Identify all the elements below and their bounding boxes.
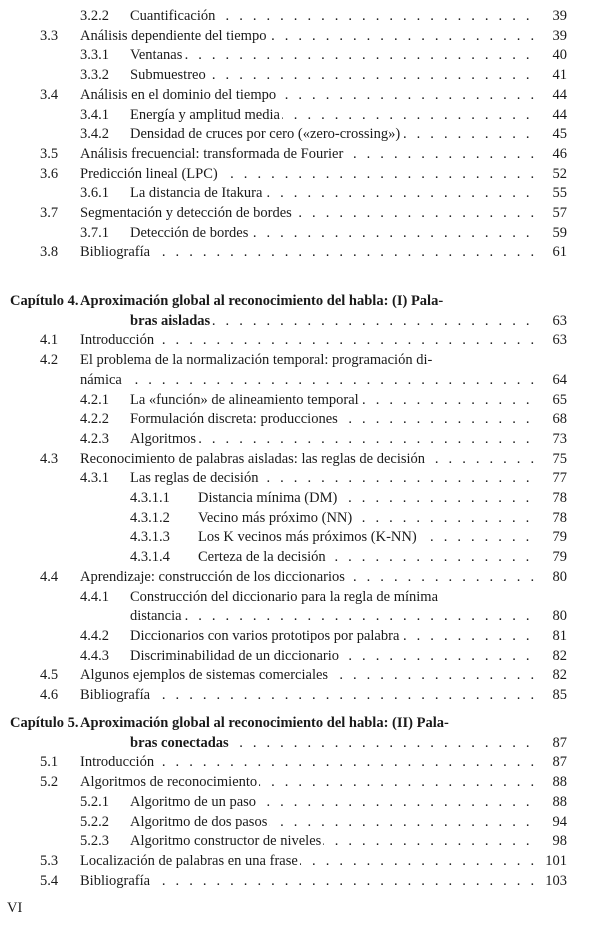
toc-entry-title: La «función» de alineamiento temporal xyxy=(130,391,359,408)
toc-entry-page: 44 xyxy=(552,106,567,123)
toc-entry xyxy=(0,431,600,451)
toc-entry xyxy=(0,28,600,48)
toc-entry-page: 80 xyxy=(552,608,567,625)
toc-entry-title: Ventanas xyxy=(130,47,183,64)
chapter-page: 63 xyxy=(552,312,567,329)
toc-entry xyxy=(0,853,600,873)
toc-entry-title: Análisis en el dominio del tiempo xyxy=(80,86,277,103)
toc-entry-title: Energía y amplitud media xyxy=(130,106,280,123)
toc-entry-number: 3.4.2 xyxy=(80,126,109,143)
toc-entry xyxy=(0,490,600,510)
toc-entry-title: Aprendizaje: construcción de los diccionarios xyxy=(80,568,345,585)
toc-entry-page: 65 xyxy=(552,391,567,408)
toc-entry-number: 4.4.3 xyxy=(80,647,109,664)
toc-entry-page: 78 xyxy=(552,490,567,506)
toc-entry xyxy=(0,589,600,609)
toc-entry xyxy=(0,470,600,490)
toc-entry-page: 64 xyxy=(552,371,567,388)
toc-entry xyxy=(0,205,600,225)
toc-entry-title: Introducción xyxy=(80,754,155,771)
toc-entry-number: 4.3.1.1 xyxy=(130,490,170,506)
page-folio: VI xyxy=(7,900,23,916)
toc-entry-page: 103 xyxy=(545,872,567,889)
toc-entry-page: 79 xyxy=(552,529,567,546)
toc-entry-title: Algunos ejemplos de sistemas comerciales xyxy=(80,667,329,684)
toc-entry-title: El problema de la normalización temporal: programación di- xyxy=(80,352,433,369)
toc-entry-page: 75 xyxy=(552,450,567,467)
toc-entry-title: Los K vecinos más próximos (K-NN) xyxy=(198,529,417,546)
toc-entry-page: 73 xyxy=(552,430,567,447)
toc-entry-number: 5.2.3 xyxy=(80,833,109,850)
toc-entry-page: 40 xyxy=(552,47,567,64)
toc-entry-title: Localización de palabras en una frase xyxy=(80,852,298,869)
toc-entry xyxy=(0,352,600,372)
toc-entry-page: 80 xyxy=(552,568,567,585)
toc-entry xyxy=(0,87,600,107)
toc-entry-number: 4.4 xyxy=(40,568,59,585)
toc-entry-number: 3.5 xyxy=(40,145,59,162)
toc-entry-page: 101 xyxy=(545,852,567,869)
chapter-heading xyxy=(0,293,600,313)
toc-entry-page: 88 xyxy=(552,774,567,791)
toc-entry xyxy=(0,687,600,707)
toc-entry-page: 88 xyxy=(552,793,567,810)
toc-entry-number: 4.4.2 xyxy=(80,627,109,644)
toc-entry-number: 4.3.1.2 xyxy=(130,509,170,526)
toc-entry-number: 4.2.2 xyxy=(80,411,109,428)
toc-entry-title: Densidad de cruces por cero («zero-crossing») xyxy=(130,126,401,143)
toc-entry-page: 79 xyxy=(552,549,567,566)
toc-entry-title: Diccionarios con varios prototipos por palabra xyxy=(130,627,400,644)
toc-entry-number: 5.2.1 xyxy=(80,793,109,810)
toc-entry-page: 45 xyxy=(552,126,567,143)
toc-entry-number: 4.3 xyxy=(40,450,59,467)
chapter-page: 87 xyxy=(552,734,567,751)
toc-entry xyxy=(0,814,600,834)
toc-entry-title: Análisis frecuencial: transformada de Fourier xyxy=(80,145,344,162)
chapter-title-cont: bras aisladas xyxy=(130,312,211,329)
toc-entry xyxy=(0,774,600,794)
toc-entry-title: Certeza de la decisión xyxy=(198,549,326,566)
toc-entry-page: 87 xyxy=(552,754,567,771)
chapter-heading xyxy=(0,715,600,735)
toc-entry-title: Bibliografía xyxy=(80,244,151,261)
toc-entry xyxy=(0,549,600,569)
toc-entry xyxy=(0,510,600,530)
toc-entry xyxy=(0,47,600,67)
toc-entry-number: 3.4.1 xyxy=(80,106,109,123)
toc-entry-page: 81 xyxy=(552,627,567,644)
toc-entry-number: 3.2.2 xyxy=(80,8,109,24)
toc-entry-page: 77 xyxy=(552,470,567,487)
toc-entry-page: 59 xyxy=(552,224,567,241)
toc-entry xyxy=(0,411,600,431)
toc-entry-title: Predicción lineal (LPC) xyxy=(80,165,218,182)
toc-entry-number: 3.7.1 xyxy=(80,224,109,241)
toc-entry-title: Análisis dependiente del tiempo xyxy=(80,27,267,44)
toc-entry xyxy=(0,648,600,668)
chapter-heading-cont xyxy=(0,735,600,755)
toc-entry xyxy=(0,67,600,87)
toc-entry-title: Reconocimiento de palabras aisladas: las reglas de decisión xyxy=(80,450,426,467)
chapter-title: Aproximación global al reconocimiento del habla: (I) Pala- xyxy=(80,293,444,309)
toc-entry-page: 52 xyxy=(552,165,567,182)
toc-entry xyxy=(0,244,600,264)
chapter-label: Capítulo 4. xyxy=(10,293,79,309)
toc-entry-page: 94 xyxy=(552,813,567,830)
toc-entry-title: Algoritmo de dos pasos xyxy=(130,813,268,830)
toc-entry-page: 41 xyxy=(552,67,567,84)
toc-entry-number: 5.1 xyxy=(40,754,59,771)
toc-entry-title: Bibliografía xyxy=(80,687,151,703)
toc-entry xyxy=(0,569,600,589)
toc-entry-title: Discriminabilidad de un diccionario xyxy=(130,647,339,664)
toc-entry xyxy=(0,126,600,146)
toc-entry xyxy=(0,166,600,186)
toc-entry-page: 39 xyxy=(552,8,567,24)
toc-entry-page: 68 xyxy=(552,411,567,428)
toc-entry-title: Construcción del diccionario para la regla de mínima xyxy=(130,588,439,605)
toc-entry-page: 85 xyxy=(552,687,567,703)
toc-entry-title: La distancia de Itakura xyxy=(130,185,263,202)
toc-entry-number: 5.2 xyxy=(40,774,59,791)
chapter-heading-cont xyxy=(0,313,600,333)
toc-entry-number: 5.4 xyxy=(40,872,59,889)
toc-entry-title-cont: distancia xyxy=(130,608,182,625)
toc-entry-page: 39 xyxy=(552,27,567,44)
toc-entry xyxy=(0,107,600,127)
toc-entry-number: 4.6 xyxy=(40,687,59,703)
toc-entry-page: 98 xyxy=(552,833,567,850)
toc-entry-page: 46 xyxy=(552,145,567,162)
toc-entry-number: 5.3 xyxy=(40,852,59,869)
toc-entry xyxy=(0,392,600,412)
toc-entry-page: 44 xyxy=(552,86,567,103)
toc-entry xyxy=(0,754,600,774)
toc-entry xyxy=(0,332,600,352)
toc-entry-number: 5.2.2 xyxy=(80,813,109,830)
toc-entry-title: Formulación discreta: producciones xyxy=(130,411,338,428)
toc-entry xyxy=(0,794,600,814)
toc-entry-page: 82 xyxy=(552,647,567,664)
toc-entry-title: Submuestreo xyxy=(130,67,206,84)
toc-entry-number: 3.3.2 xyxy=(80,67,109,84)
toc-entry xyxy=(0,185,600,205)
chapter-title-cont: bras conectadas xyxy=(130,734,229,751)
toc-entry-number: 3.3 xyxy=(40,27,59,44)
toc-entry-number: 4.3.1.4 xyxy=(130,549,170,566)
toc-entry-number: 4.1 xyxy=(40,332,59,349)
toc-entry-number: 3.6.1 xyxy=(80,185,109,202)
toc-entry-number: 4.4.1 xyxy=(80,588,109,605)
toc-entry-title: Algoritmo constructor de niveles xyxy=(130,833,322,850)
toc-entry-number: 3.4 xyxy=(40,86,59,103)
toc-entry-page: 78 xyxy=(552,509,567,526)
toc-entry-number: 3.8 xyxy=(40,244,59,261)
toc-entry-number: 4.3.1.3 xyxy=(130,529,170,546)
toc-entry-page: 61 xyxy=(552,244,567,261)
toc-entry xyxy=(0,8,600,28)
toc-entry-page: 63 xyxy=(552,332,567,349)
toc-entry-title: Las reglas de decisión xyxy=(130,470,259,487)
toc-entry-continuation xyxy=(0,608,600,628)
toc-entry-number: 4.2 xyxy=(40,352,59,369)
toc-entry-title: Detección de bordes xyxy=(130,224,249,241)
toc-entry-number: 4.3.1 xyxy=(80,470,109,487)
toc-entry-number: 3.6 xyxy=(40,165,59,182)
toc-entry-title: Distancia mínima (DM) xyxy=(198,490,338,506)
toc-entry-title: Vecino más próximo (NN) xyxy=(198,509,353,526)
toc-entry-page: 82 xyxy=(552,667,567,684)
toc-entry-title: Segmentación y detección de bordes xyxy=(80,205,292,221)
chapter-label: Capítulo 5. xyxy=(10,715,79,731)
toc-entry-page: 57 xyxy=(552,205,567,221)
toc-entry-title: Cuantificación xyxy=(130,8,216,24)
toc-entry-title: Bibliografía xyxy=(80,872,151,889)
toc-entry-number: 3.3.1 xyxy=(80,47,109,64)
toc-entry-number: 4.2.1 xyxy=(80,391,109,408)
toc-entry-number: 3.7 xyxy=(40,205,59,221)
chapter-title: Aproximación global al reconocimiento del habla: (II) Pala- xyxy=(80,715,449,731)
toc-entry-number: 4.2.3 xyxy=(80,430,109,447)
toc-entry xyxy=(0,225,600,245)
toc-entry xyxy=(0,451,600,471)
toc-entry-title: Introducción xyxy=(80,332,155,349)
toc-entry xyxy=(0,529,600,549)
toc-entry xyxy=(0,146,600,166)
toc-entry xyxy=(0,667,600,687)
toc-entry-title: Algoritmos de reconocimiento xyxy=(80,774,258,791)
toc-entry-continuation xyxy=(0,372,600,392)
toc-entry xyxy=(0,873,600,893)
toc-entry-title: Algoritmos xyxy=(130,430,197,447)
toc-entry-title: Algoritmo de un paso xyxy=(130,793,257,810)
toc-entry-page: 55 xyxy=(552,185,567,202)
toc-entry xyxy=(0,628,600,648)
toc-entry-title-cont: námica xyxy=(80,371,122,388)
toc-entry xyxy=(0,833,600,853)
toc-entry-number: 4.5 xyxy=(40,667,59,684)
